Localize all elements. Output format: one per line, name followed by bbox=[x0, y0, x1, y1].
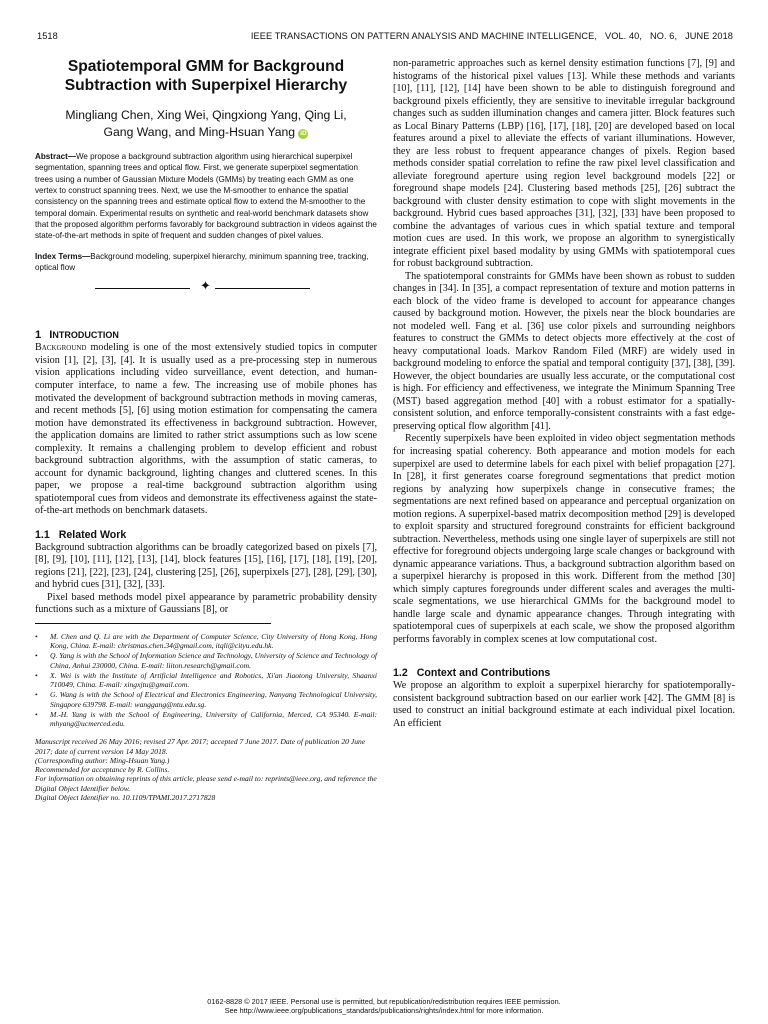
running-header: IEEE TRANSACTIONS ON PATTERN ANALYSIS AND MACHINE INTELLIGENCE, VOL. 40, NO. 6, JUNE 2018 bbox=[250, 31, 733, 41]
left-column bbox=[35, 58, 377, 802]
right-paragraph-2: The spatiotemporal constraints for GMMs have been shown as robust to sudden changes in [34]. In [35], a compact representation of texture and motion patterns in each block of the video frame is developed to account for appearance changes caused by background motion. However, the pixels near the block boundaries are not modeled well. Fang et al. [36] use color pixels and surrounding neighbors features to construct the GMMs to detect objects more effectively at the cost of heavy computational loads. Markov Random Filed (MRF) are widely used in background modeling to enforce the spatial and temporal contiguity [37], [38], [39]. However, the object boundaries are usually less accurate, or the computational cost is high. For efficiency and effectiveness, we integrate the Minimum Spanning Tree (MST) based aggregation method [40] with a robust estimator for a spatially-consistent solution, and enforce temporally-consistent constraints with a fast edge-preserving optical flow algorithm [41]. bbox=[393, 270, 735, 432]
right-paragraph-1: non-parametric approaches such as kernel density estimation functions [7], [9] and histograms of the historical pixel values [13]. While these methods and variants [10], [11], [12], [14] have been shown to be able to distinguish foreground and background pixels efficiently, they are sensitive to inevitable irregular background changes such as sudden illumination changes and camera jitter. Block features such as Local Binary Patterns (LBP) [16], [17], [18], [20] are developed based on local features around a pixel to alleviate the effects of variant illuminations. However, they are less robust to frequent appearance changes of pixels. Region based methods consider spatial correlation to refine the raw pixel level classification and alleviate foreground aperture using region level background models [22] or foreground shape models [24]. Clustering based methods [25], [26] subtract the background with cluster density estimation to cope with slight movements in the background. Hybrid cues based approaches [31], [32], [33] have been proposed to combine the advantages of various cues in which spatial texture and temporal motion cues are used. In this work, we propose an algorithm to synergistically integrate efficient pixel based modality by using GMMs with spatiotemporal cues for robust background subtraction. bbox=[393, 58, 735, 270]
related-work-paragraph-2: Pixel based methods model pixel appearance by parametric probability density functions such as a mixture of Gaussians [8], or bbox=[35, 591, 377, 616]
authors-line-1: Mingliang Chen, Xing Wei, Qingxiong Yang, bbox=[65, 108, 302, 122]
rights-url-line[interactable]: See http://www.ieee.org/publications_standards/publications/rights/index.html for more information. bbox=[224, 1006, 544, 1015]
context-paragraph: We propose an algorithm to exploit a superpixel hierarchy for spatiotemporally-consistent background subtraction based on our earlier work [42]. The GMM [8] is used to construct an initial background estimate at each individual pixel location. An efficient bbox=[393, 680, 735, 729]
footnote-rule bbox=[35, 623, 271, 624]
section-divider bbox=[35, 279, 377, 296]
subsection-heading-related-work: 1.1 Related Work bbox=[35, 528, 127, 541]
authors-line-2: Gang Wang, and Ming-Hsuan Yang bbox=[103, 124, 296, 139]
footnote-item: • X. Wei is with the Institute of Artificial Intelligence and Robotics, Xi'an Jiaotong University, Shaanxi 710049, China. E-mail: xingxjtu@gmail.com. bbox=[35, 670, 377, 689]
abstract-label: Abstract bbox=[35, 152, 68, 161]
corresponding-author: (Corresponding author: Ming-Hsuan Yang.) bbox=[35, 755, 170, 765]
recommended-by: Recommended for acceptance by R. Collins. bbox=[35, 765, 170, 774]
right-paragraph-3: Recently superpixels have been exploited in video object segmentation methods for increasing spatial coherency. Both appearance and motion models for each superpixel are used to determine labels for each pixel with belief propagation [27]. In [28], it first generates coarse foreground segmentations that predict motion regions by analyzing how superpixels change in consecutive frames; the segmentations are next refined based on appearance and perceptual organization on motion regions. A superpixel-based matrix decomposition method [29] is developed to exploit sparsity and structured foreground constraints for efficient background subtraction. Nevertheless, methods using one single layer of superpixels are still not effective for foreground objects undergoing large scale changes or background with dynamic appearance variations. Thus, a background subtraction algorithm based on a superpixel hierarchy is proposed in this work. Different from the method [30] which simply captures foregrounds under different scales and averages the multi-scale segmentations, we use hierarchical GMMs for the background model to handle large scale and dynamic appearance changes. Through integrating with spatiotemporal cues of superpixels at each scale, we show the proposed algorithm performs favorably in complex scenes at low computational cost. bbox=[393, 433, 735, 645]
footnote-item: • M.-H. Yang is with the School of Engineering, University of California, Merced, CA 95340. E-mail: mhyang@ucmerced.edu. bbox=[35, 709, 377, 728]
footnote-item: • G. Wang is with the School of Electrical and Electronics Engineering, Nanyang Technological University, Singapore 639798. E-mail: wanggang@ntu.edu.sg. bbox=[35, 690, 377, 709]
affiliation-footnotes bbox=[35, 632, 377, 729]
paper-title bbox=[35, 58, 377, 95]
title-line-1: Spatiotemporal GMM for Background bbox=[67, 58, 345, 75]
reprints-info: For information on obtaining reprints of this article, please send e-mail to: reprints@ieee.org, and reference the Digital Object Identifier below. bbox=[35, 774, 377, 793]
copyright-footer bbox=[0, 997, 768, 1015]
index-terms: Index Terms—Background modeling, superpixel hierarchy, minimum spanning tree, tracking, optical flow bbox=[35, 251, 369, 273]
related-work-paragraph-1: Background subtraction algorithms can be broadly categorized based on pixels [7], [8], [9], [10], [11], [12], [13], [14], block features [15], [16], [17], [18], [19], [20], regions [21], [22], [23], [24], clustering [25], [26], superpixels [27], [28], [29], [30], and hybrid cues [31], [32], [33]. bbox=[35, 541, 377, 591]
doi[interactable]: Digital Object Identifier no. 10.1109/TPAMI.2017.2717828 bbox=[35, 792, 216, 802]
page-number: 1518 bbox=[37, 31, 58, 41]
divider-star-icon: ✦ bbox=[200, 279, 211, 295]
author-list bbox=[35, 107, 377, 140]
abstract-text: We propose a background subtraction algorithm using hierarchical superpixel segmentation, spanning trees and optical flow. First, we generate superpixel segmentation trees using a number of Gaussian Mixture Models (GMMs) by treating each GMM as one vertex to construct spanning trees. Next, we use the M-smoother to enhance the spatial consistency on the spanning trees and estimate optical flow to extend the M-smoother to the temporal domain. Experimental results on synthetic and real-world benchmark datasets show that the proposed algorithm performs favorably for background subtraction in videos against the state-of-the-art methods in spite of frequent and sudden changes of pixel values. bbox=[35, 152, 377, 241]
intro-paragraph: Background modeling is one of the most extensively studied topics in computer vision [1], [2], [3], [4]. It is usually used as a pre-processing step in numerous vision applications including video surveillance, event detection, and human-computer interface, to name a few. The increasing use of mobile phones has motivated the development of background subtraction methods in moving cameras, and recent methods [5], [6] using motion estimation for compensating the camera motion have demonstrated its effectiveness in background subtraction. However, the application domains are limited to rather strict assumptions such as low scene complexity. It remains a challenging problem to develop efficient and robust background subtraction algorithms, with the assumption of static cameras, to account for dynamic background, lighting changes and cluttered scenes. In this paper, we propose a real-time background subtraction algorithm using spatiotemporal cues from videos and demonstrate its effectiveness against the state-of-the-art methods on benchmark datasets. bbox=[35, 342, 377, 517]
copyright-line: 0162-8828 © 2017 IEEE. Personal use is permitted, but republication/redistribution requires IEEE permission. bbox=[207, 997, 561, 1006]
title-line-2: Subtraction with Superpixel Hierarchy bbox=[64, 76, 348, 94]
manuscript-info bbox=[35, 737, 377, 802]
authors-line-1-end: Qing Li, bbox=[301, 108, 347, 122]
footnote-item: • Q. Yang is with the School of Information Science and Technology, University of Science and Technology of China, Anhui 230000, China. E-mail: liiton.research@gmail.com. bbox=[35, 651, 377, 670]
right-column bbox=[393, 58, 735, 730]
abstract: Abstract—We propose a background subtraction algorithm using hierarchical superpixel segmentation, spanning trees and optical flow. First, we generate superpixel segmentation trees using a number of Gaussian Mixture Models (GMMs) by treating each GMM as one vertex to construct spanning trees. Next, we use the M-smoother to enhance the spatial consistency on the spanning trees and estimate optical flow to extend the M-smoother to the temporal domain. Experimental results on synthetic and real-world benchmark datasets show that the proposed algorithm performs favorably for background subtraction in videos against the state-of-the-art methods in spite of frequent and sudden changes of pixel values. bbox=[35, 152, 377, 241]
subsection-heading-context: 1.2 Context and Contributions bbox=[393, 667, 551, 680]
index-terms-text: Background modeling, superpixel hierarchy, minimum spanning tree, tracking, optical flow bbox=[35, 251, 369, 273]
orcid-icon[interactable]: iD bbox=[300, 129, 307, 137]
index-terms-label: Index Terms bbox=[35, 251, 83, 261]
manuscript-dates: Manuscript received 26 May 2016; revised 27 Apr. 2017; accepted 7 June 2017. Date of publication 20 June 2017; date of current version 14 May 2018. bbox=[35, 737, 366, 756]
section-heading-introduction: 1 INTRODUCTION bbox=[35, 329, 119, 342]
footnote-item: • M. Chen and Q. Li are with the Department of Computer Science, City University of Hong Kong, Hong Kong, China. E-mail: christmas.chen.34@gmail.com, itqli@cityu.edu.hk. bbox=[35, 631, 377, 650]
